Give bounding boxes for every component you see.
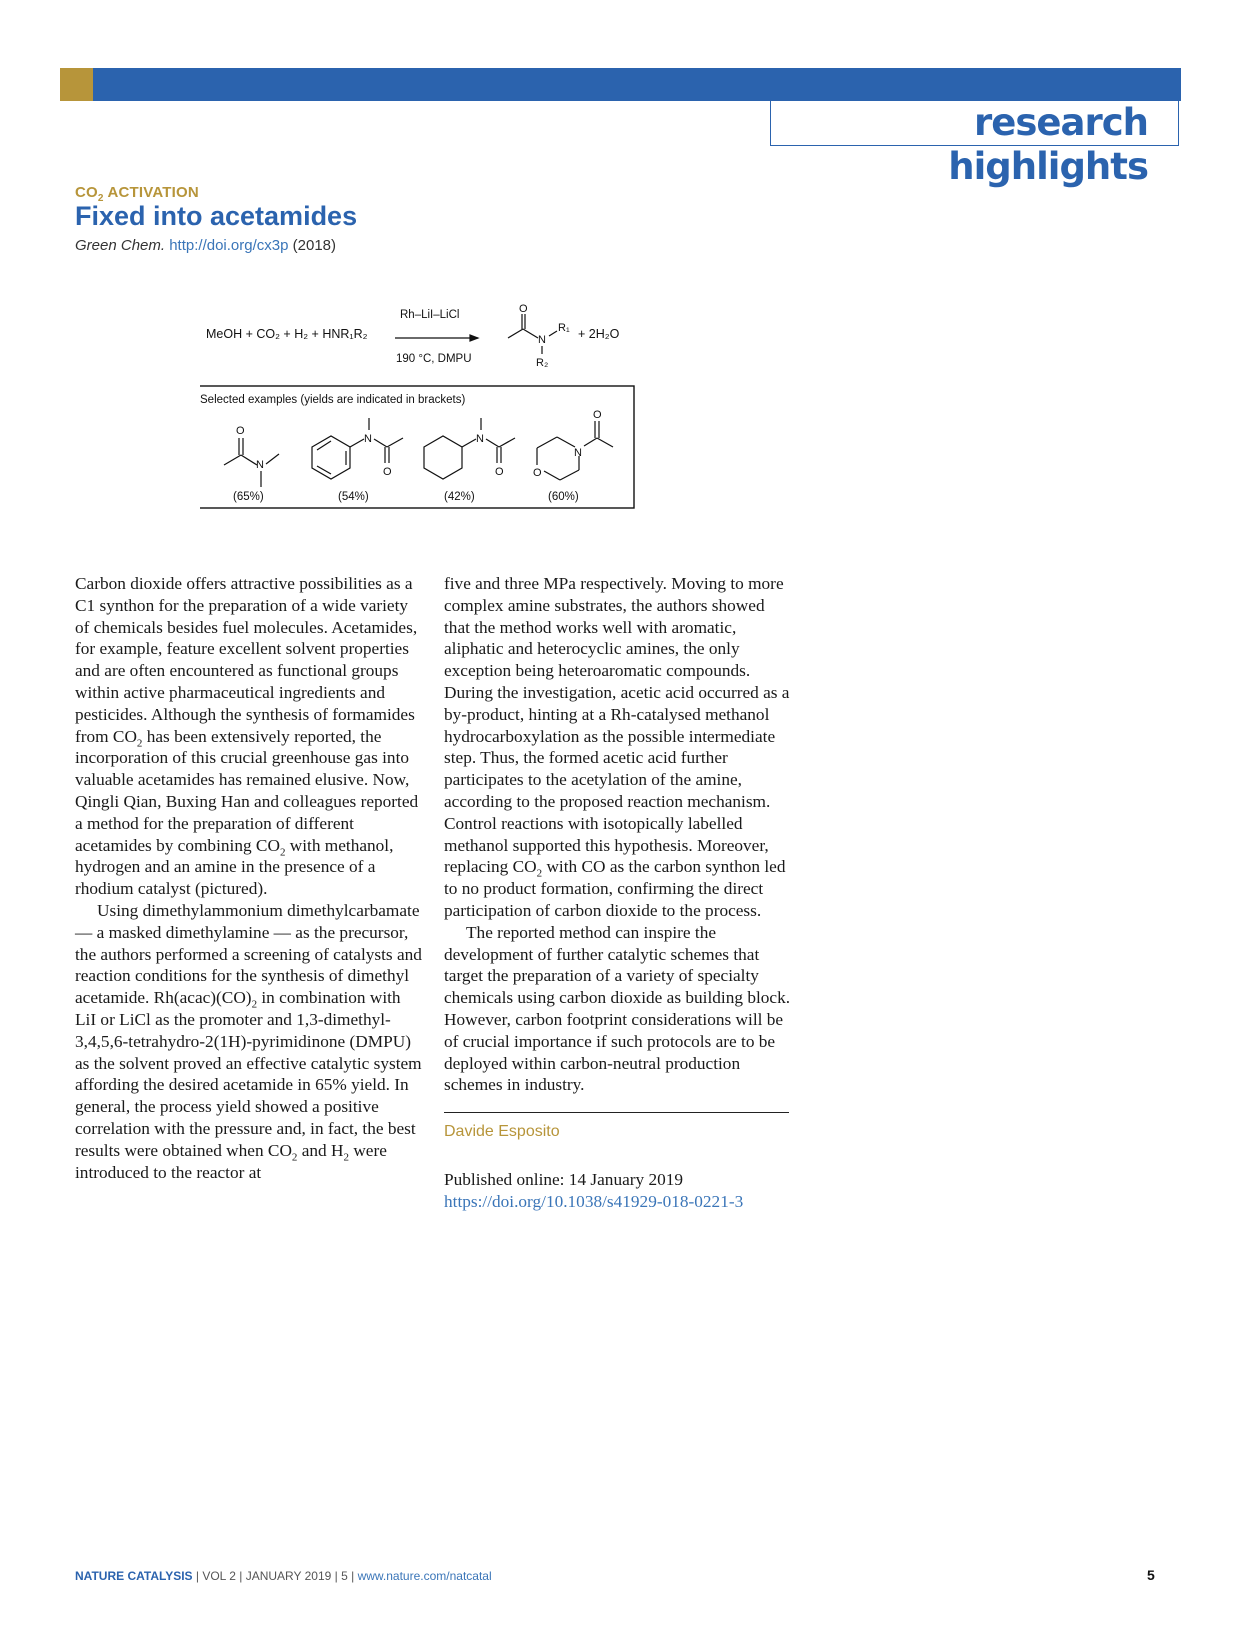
scheme-conditions: 190 °C, DMPU (396, 353, 472, 365)
reaction-scheme (200, 300, 670, 540)
page-number: 5 (1147, 1567, 1155, 1583)
article-source (75, 237, 336, 254)
scheme-coproduct: + 2H₂O (578, 327, 620, 341)
product-r2: R₂ (536, 357, 549, 369)
example-n-methylacetanilide (312, 418, 403, 503)
example-n-cyclohexyl-acetamide (424, 418, 515, 503)
svg-text:N: N (364, 433, 372, 445)
yield-example-4: (60%) (548, 491, 579, 503)
author-name: Davide Esposito (444, 1123, 560, 1141)
source-link[interactable]: http://doi.org/cx3p (169, 237, 289, 254)
header-accent-block (60, 68, 93, 101)
body-paragraph-2: Using dimethylammonium dimethylcarbamate — a masked dimethylamine — as the precursor, the authors performed a screening of catalysts and reaction conditions for the synthesis of dimethyl acetamide. $Rh(acac)(CO)_2$ in combination with LiI or LiCl as the promoter and 1,3-dimethyl-3,4,5,6-tetrahydro-2(1H)-pyrimidinone (DMPU) as the solvent proved an effective catalytic system affording the desired acetamide in 65% yield. In general, the process yield showed a positive correlation with the pressure and, in fact, the best results were obtained when $CO_2$ and $H_2$ were introduced to the reactor at (75, 900, 422, 1182)
product-r1: R₁ (558, 322, 570, 334)
svg-text:O: O (236, 425, 245, 437)
body-paragraph-3: five and three MPa respectively. Moving to more complex amine substrates, the authors showed that the method works well with aromatic, aliphatic and heterocyclic amines, the only exception being heteroaromatic compounds. During the investigation, acetic acid occurred as a by-product, hinting at a Rh-catalysed methanol hydrocarboxylation as the possible intermediate step. Thus, the formed acetic acid further participates to the acetylation of the amine, according to the proposed reaction mechanism. Control reactions with isotopically labelled methanol supported this hypothesis. Moreover, replacing $CO_2$ with CO as the carbon synthon led to no product formation, confirming the direct participation of carbon dioxide to the process. (444, 574, 790, 920)
scheme-catalyst: Rh–LiI–LiCl (400, 309, 460, 321)
section-label-box (770, 101, 1179, 188)
source-journal: Green Chem. (75, 237, 166, 254)
footer-url[interactable]: www.nature.com/natcatal (357, 1569, 492, 1583)
svg-text:N: N (574, 447, 582, 459)
svg-text:N: N (476, 433, 484, 445)
examples-caption: Selected examples (yields are indicated in brackets) (200, 394, 466, 406)
kicker-text: CO (75, 184, 98, 201)
header-bar (93, 68, 1181, 101)
yield-example-2: (54%) (338, 491, 369, 503)
svg-text:O: O (495, 466, 504, 478)
author-divider (444, 1112, 789, 1113)
svg-text:N: N (256, 459, 264, 471)
example-dimethylacetamide (224, 425, 279, 503)
body-paragraph-4: The reported method can inspire the development of further catalytic schemes that target the preparation of a variety of specialty chemicals using carbon dioxide as building block. However, carbon footprint considerations will be of crucial importance if such protocols are to be deployed within carbon-neutral production schemes in industry. (444, 922, 791, 1095)
published-date: Published online: 14 January 2019 (444, 1169, 684, 1189)
source-year: (2018) (292, 237, 336, 254)
yield-example-3: (42%) (444, 491, 475, 503)
reaction-arrowhead (470, 335, 478, 341)
yield-example-1: (65%) (233, 491, 264, 503)
scheme-reactants: MeOH + CO₂ + H₂ + HNR₁R₂ (206, 327, 368, 341)
kicker-text-rest: ACTIVATION (103, 184, 199, 201)
svg-text:O: O (383, 466, 392, 478)
page-footer (75, 1569, 492, 1583)
svg-text:O: O (593, 409, 602, 421)
product-structure (508, 303, 570, 369)
example-n-acetylmorpholine (533, 409, 613, 503)
section-label: research highlights (948, 101, 1148, 188)
body-column-right (444, 573, 794, 1213)
kicker-subscript: 2 (97, 193, 104, 204)
doi-link[interactable]: https://doi.org/10.1038/s41929-018-0221-3 (444, 1191, 744, 1211)
product-nitrogen: N (538, 334, 546, 346)
product-oxygen: O (519, 303, 528, 315)
body-column-left (75, 573, 423, 1183)
body-paragraph-1: Carbon dioxide offers attractive possibilities as a C1 synthon for the preparation of a wide variety of chemicals besides fuel molecules. Acetamides, for example, feature excellent solvent properties and are often encountered as functional groups within active pharmaceutical ingredients and pesticides. Although the synthesis of formamides from $CO_2$ has been extensively reported, the incorporation of this crucial greenhouse gas into valuable acetamides has remained elusive. Now, Qingli Qian, Buxing Han and colleagues reported a method for the preparation of different acetamides by combining $CO_2$ with methanol, hydrogen and an amine in the presence of a rhodium catalyst (pictured). (75, 574, 419, 899)
article-title: Fixed into acetamides (75, 201, 358, 231)
svg-text:O: O (533, 467, 542, 479)
footer-issue: | VOL 2 | JANUARY 2019 | 5 | (192, 1569, 358, 1583)
footer-journal: NATURE CATALYSIS (75, 1569, 193, 1583)
